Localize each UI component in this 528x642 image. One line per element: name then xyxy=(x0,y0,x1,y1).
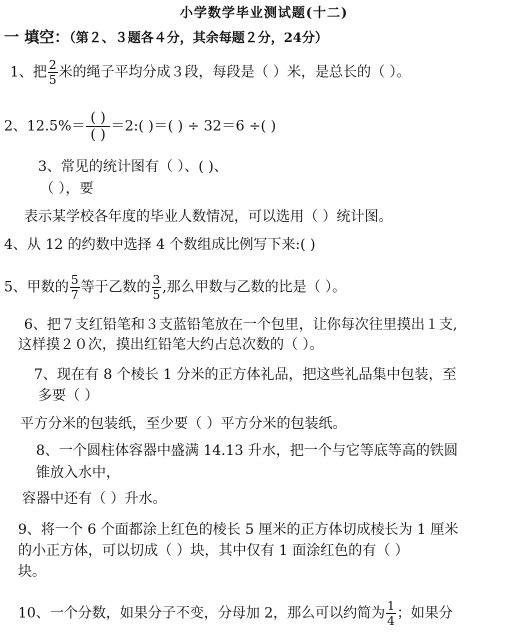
question-8-line-1: 8、一个圆柱体容器中盛满 14.13 升水，把一个与它等底等高的铁圆 xyxy=(36,443,458,459)
q10-fraction xyxy=(386,599,396,628)
question-4: 4、从 12 的约数中选择 4 个数组成比例写下来:( ) xyxy=(4,237,316,253)
question-7-line-3: 平方分米的包装纸，至少要（ ）平方分米的包装纸。 xyxy=(20,416,347,432)
q5-middle: 等于乙数的 xyxy=(80,279,151,296)
question-6-line-1: 6、把７支红铅笔和３支蓝铅笔放在一个包里，让你每次往里摸出１支, xyxy=(24,317,458,333)
q5-fraction-2 xyxy=(152,273,162,302)
q5-numerator-1: 5 xyxy=(70,273,79,287)
question-9-line-1: 9、将一个 6 个面都涂上红色的棱长 5 厘米的正方体切成棱长为 1 厘米 xyxy=(18,522,459,538)
question-9-line-2: 的小正方体，可以切成（ ）块，其中仅有 1 面涂红色的有（ ） xyxy=(18,543,409,559)
question-10 xyxy=(18,599,453,628)
q1-prefix: 1、把 xyxy=(10,64,47,81)
question-3-line-1: 3、常见的统计图有（ ）、( )、 xyxy=(38,159,228,175)
q1-numerator: 2 xyxy=(48,58,57,72)
question-2 xyxy=(4,110,276,143)
q2-prefix: 2、12.5%＝ xyxy=(4,118,86,135)
q1-denominator: 5 xyxy=(48,73,57,87)
question-5 xyxy=(4,273,346,302)
question-3-line-3: 表示某学校各年度的毕业人数情况，可以选用（ ）统计图。 xyxy=(24,209,393,225)
q2-fraction xyxy=(86,110,109,143)
q2-suffix: ＝2:( )＝( ) ÷ 32＝6 ÷( ) xyxy=(110,118,277,135)
question-1 xyxy=(10,58,410,87)
q5-fraction-1 xyxy=(70,273,80,302)
question-6-line-2: 这样摸２０次，摸出红铅笔大约占总次数的（ ）。 xyxy=(18,337,324,353)
question-7-line-2: 多要（ ） xyxy=(38,388,99,404)
q10-suffix: ；如果分 xyxy=(396,605,453,622)
question-7-line-1: 7、现在有 8 个棱长 1 分米的正方体礼品，把这些礼品集中包装，至 xyxy=(34,367,457,383)
q5-prefix: 5、甲数的 xyxy=(4,279,69,296)
q5-suffix: ,那么甲数与乙数的比是（ ）。 xyxy=(162,279,347,296)
q2-numerator: ( ) xyxy=(86,110,109,127)
q10-denominator: 4 xyxy=(387,614,395,628)
section-label: 一 填空： xyxy=(4,28,70,46)
section-heading xyxy=(4,27,328,49)
question-9-line-3: 块。 xyxy=(18,564,46,580)
page-title: 小学数学毕业测试题(十二) xyxy=(179,6,349,21)
section-note: （第２、３题各４分，其余每题２分，24分） xyxy=(69,31,328,46)
q5-numerator-2: 3 xyxy=(152,273,161,287)
q5-denominator-2: 5 xyxy=(152,288,161,302)
q2-denominator: ( ) xyxy=(90,127,106,143)
q10-numerator: 1 xyxy=(387,599,395,613)
question-8-line-2: 锥放入水中， xyxy=(36,465,120,481)
q5-denominator-1: 7 xyxy=(70,288,79,302)
q1-suffix: 米的绳子平均分成３段，每段是（ ）米，是总长的（ ）。 xyxy=(58,64,411,81)
question-3-line-2: （ ），要 xyxy=(40,181,94,197)
q10-prefix: 10、一个分数，如果分子不变，分母加 2，那么可以约简为 xyxy=(18,605,386,622)
q1-fraction xyxy=(48,58,58,87)
question-8-line-3: 容器中还有（ ）升水。 xyxy=(22,491,167,507)
